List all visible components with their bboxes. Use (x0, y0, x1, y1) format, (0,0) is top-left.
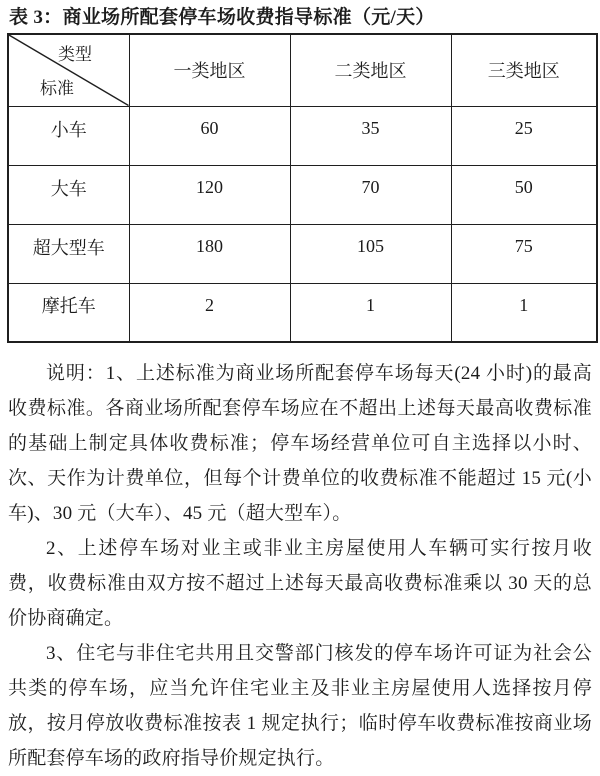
row-label-small-car: 小车 (8, 106, 129, 165)
fee-cell: 105 (290, 224, 451, 283)
fee-cell: 1 (451, 283, 597, 342)
fee-cell: 120 (129, 165, 290, 224)
row-label-oversize-car: 超大型车 (8, 224, 129, 283)
fee-cell: 25 (451, 106, 597, 165)
note-paragraph-2: 2、上述停车场对业主或非业主房屋使用人车辆可实行按月收费，收费标准由双方按不超过上述每天最高收费标准乘以 30 天的总价协商确定。 (8, 538, 592, 629)
fee-cell: 35 (290, 106, 451, 165)
fee-cell: 1 (290, 283, 451, 342)
fee-cell: 70 (290, 165, 451, 224)
fee-cell: 75 (451, 224, 597, 283)
corner-label-type: 类型 (58, 45, 92, 64)
corner-label-standard: 标准 (40, 78, 74, 98)
table-row (8, 283, 597, 342)
note-paragraph-1: 说明：1、上述标准为商业场所配套停车场每天(24 小时)的最高收费标准。各商业场所配套停车场应在不超出上述每天最高收费标准的基础上制定具体收费标准；停车场经营单位可自主选择以小时、次、天作为计费单位，但每个计费单位的收费标准不能超过 15 元(小车)、30 元（大车）、45 元（超大型车）。 (8, 363, 592, 524)
table-row (8, 224, 597, 283)
note-paragraph-3: 3、住宅与非住宅共用且交警部门核发的停车场许可证为社会公共类的停车场，应当允许住宅业主及非业主房屋使用人选择按月停放，按月停放收费标准按表 1 规定执行；临时停车收费标准按商业场所配套停车场的政府指导价规定执行。 (8, 643, 592, 769)
fee-cell: 60 (129, 106, 290, 165)
table-corner-cell (8, 34, 129, 106)
table-row (8, 165, 597, 224)
column-header-area-1: 一类地区 (129, 34, 290, 106)
parking-fee-table (7, 33, 598, 343)
fee-cell: 50 (451, 165, 597, 224)
notes-section (7, 356, 593, 776)
row-label-large-car: 大车 (8, 165, 129, 224)
table-row (8, 106, 597, 165)
column-header-area-2: 二类地区 (290, 34, 451, 106)
page-title: 表 3：商业场所配套停车场收费指导标准（元/天） (9, 7, 435, 28)
fee-cell: 2 (129, 283, 290, 342)
table-header-row (8, 34, 597, 106)
column-header-area-3: 三类地区 (451, 34, 597, 106)
fee-cell: 180 (129, 224, 290, 283)
row-label-motorcycle: 摩托车 (8, 283, 129, 342)
